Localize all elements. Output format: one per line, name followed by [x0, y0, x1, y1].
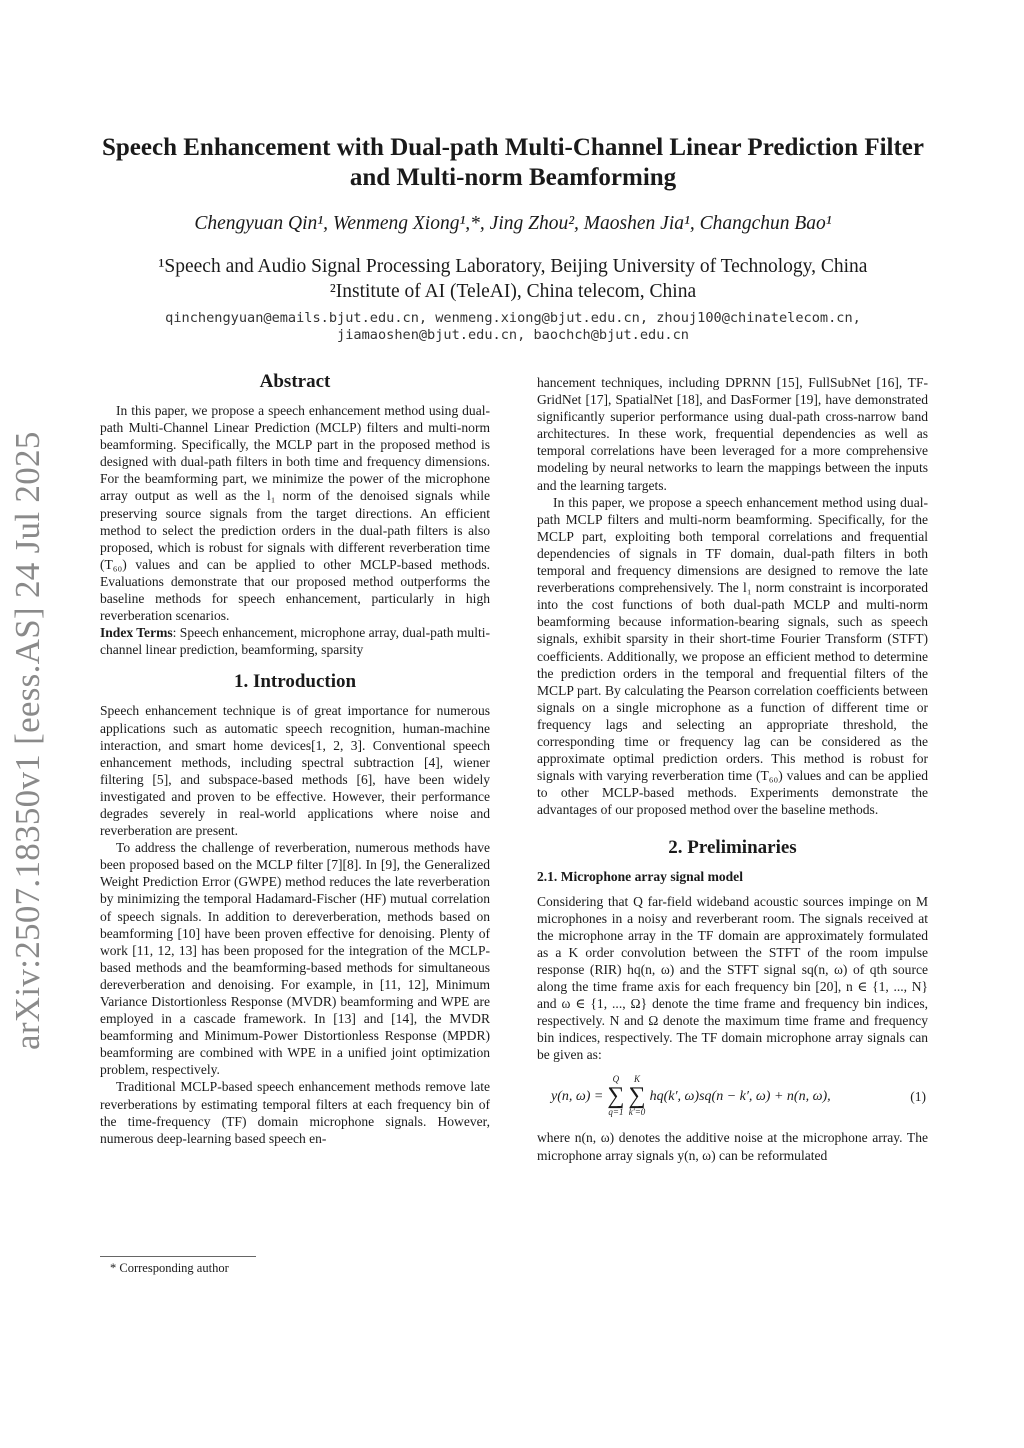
affiliation-1: ¹Speech and Audio Signal Processing Laboratory, Beijing University of Technology, China: [158, 256, 868, 277]
email-line-1: qinchengyuan@emails.bjut.edu.cn, wenmeng.xiong@bjut.edu.cn, zhouj100@chinatelecom.cn,: [165, 310, 861, 326]
abstract-section: [100, 402, 490, 658]
abstract-text: In this paper, we propose a speech enhancement method using dual-path Multi-Channel Linear Prediction (MCLP) filters and multi-norm beamforming. Specifically, the MCLP part in the proposed method is designed with dual-path filters in both time and frequency dimensions. For the beamforming part, we minimize the power of the microphone array output as well as the l₁ norm of the denoised signals while preserving source signals from the target directions. An efficient method to select the prediction orders in the dual-path filters is also proposed, which is robust for signals with different reverberation time (T₆₀) values and can be applied to other MCLP-based methods. Evaluations demonstrate that our proposed method outperforms the baseline methods for speech enhancement, particularly in high reverberation scenarios.: [100, 403, 490, 624]
equation-lhs: y(n, ω) =: [551, 1088, 604, 1104]
email-block: [100, 310, 926, 344]
equation-number: (1): [910, 1088, 926, 1104]
sum-k-top: K: [634, 1074, 641, 1085]
left-column: [100, 370, 490, 1147]
affiliation-2: ²Institute of AI (TeleAI), China telecom, China: [329, 281, 697, 302]
index-terms-label: Index Terms: [100, 625, 173, 641]
prelim-heading: 2. Preliminaries: [668, 837, 797, 859]
intro-paragraph-1: Speech enhancement technique is of great importance for numerous applications such as automatic speech recognition, human-machine interaction, and smart home devices[1, 2, 3]. Conventional speech enhancement methods, including spectral subtraction [4], wiener filtering [5], and subspace-based methods [6], have been widely investigated and proven to be effective. However, their performance degrades severely in real-world applications where noise and reverberation are present.: [100, 703, 490, 839]
sum-q-top: Q: [612, 1074, 620, 1085]
author-list: Chengyuan Qin¹, Wenmeng Xiong¹,*, Jing Zhou², Maoshen Jia¹, Changchun Bao¹: [194, 213, 832, 234]
paper-title: Speech Enhancement with Dual-path Multi-Channel Linear Prediction Filter and Multi-norm Beamforming: [102, 134, 924, 191]
intro-paragraph-3: Traditional MCLP-based speech enhancement methods remove late reverberations by estimating temporal filters at each frequency bin of the time-frequency (TF) domain microphone signals. However, numerous deep-learning based speech en-: [100, 1079, 490, 1146]
right-paragraph-2: In this paper, we propose a speech enhancement method using dual-path MCLP filters and multi-norm beamforming. Specifically, for the MCLP part, exploiting both temporal correlations and frequential dependencies of signals in TF domain, dual-path filters in both temporal and frequency dimensions are designed to remove the late reverberations comprehensively. The l₁ norm constraint is incorporated into the cost functions of both dual-path MCLP and multi-norm beamforming because information-bearing signals, such as speech signals, exhibit sparsity in their short-time Fourier Transform (STFT) coefficients. Additionally, we propose an efficient method to determine the prediction orders in the temporal and frequential filters of the MCLP part. By calculating the Pearson correlation coefficients between signals on a single microphone as a function of different time or frequency lags and selecting an appropriate threshold, the corresponding time or frequency lag can be considered as the approximate optimal prediction orders. This method is robust for signals with varying reverberation time (T₆₀) values and can be applied to other MCLP-based methods. Experiments demonstrate the advantages of our proposed method over the baseline methods.: [537, 494, 928, 818]
sum-symbol-k: [628, 1075, 645, 1117]
arxiv-identifier: arXiv:2507.18350v1 [eess.AS] 24 Jul 2025: [8, 431, 47, 1050]
intro-paragraph-2: To address the challenge of reverberation, numerous methods have been proposed based on the MCLP filter [7][8]. In [9], the Generalized Weight Prediction Error (GWPE) method reduces the late reverberation by minimizing the temporal Hadamard-Fischer (HF) mutual correlation of speech signals. In addition to dereverberation, methods based on beamforming [10] have been proven effective for denoising. Plenty of work [11, 12, 13] has been proposed for the integration of the MCLP-based methods and the beamforming-based methods for simultaneous dereverberation and denoising. For example, in [11, 12], Minimum Variance Distortionless Response (MVDR) beamforming and WPE are employed in a cascade framework. In [13] and [14], the MVDR beamforming and Minimum-Power Distortionless Response (MPDR) beamforming are combined with WPE in a unified joint optimization problem, respectively.: [100, 840, 490, 1078]
sigma-glyph: ∑: [628, 1083, 646, 1110]
email-line-2: jiamaoshen@bjut.edu.cn, baochch@bjut.edu.cn: [337, 327, 689, 343]
footnote: * Corresponding author: [110, 1261, 229, 1275]
footnote-divider: [100, 1256, 256, 1257]
prelim-paragraph-1: Considering that Q far-field wideband acoustic sources impinge on M microphones in a noisy and reverberant room. The signals received at the microphone array in the TF domain are approximately formulated as a K order convolution between the STFT of the room impulse response (RIR) hq(n, ω) and the STFT signal sq(n, ω) of qth source along the time frame axis for each frequency bin [20], n ∈ {1, ..., N} and ω ∈ {1, ..., Ω} denote the time frame and frequency bin indices, respectively. N and Ω denote the maximum time frame and frequency bin indices, respectively. The TF domain microphone array signals can be given as:: [537, 893, 928, 1063]
equation-body: [551, 1075, 831, 1117]
abstract-heading: Abstract: [259, 371, 331, 392]
sigma-glyph: ∑: [607, 1083, 625, 1110]
index-terms-text: : Speech enhancement, microphone array, dual-path multi-channel linear prediction, beamforming, sparsity: [100, 625, 491, 658]
intro-heading: 1. Introduction: [233, 671, 357, 693]
equation-term: hq(k′, ω)sq(n − k′, ω) + n(n, ω),: [649, 1088, 831, 1104]
sum-k-bottom: k′=0: [628, 1107, 646, 1118]
subsection-heading: 2.1. Microphone array signal model: [537, 869, 743, 885]
prelim-paragraph-2: where n(n, ω) denotes the additive noise at the microphone array. The microphone array signals y(n, ω) can be reformulated: [537, 1130, 928, 1163]
index-terms: [100, 624, 490, 658]
right-column: [537, 374, 928, 1164]
sum-q-bottom: q=1: [608, 1107, 624, 1118]
sum-symbol-q: [607, 1075, 624, 1117]
right-paragraph-1: hancement techniques, including DPRNN [15], FullSubNet [16], TF-GridNet [17], SpatialNet [18], and DasFormer [19], have demonstrated significantly superior performance using dual-path cross-narrow band architectures. In these work, frequential dependencies as well as temporal correlations have been leveraged for a more comprehensive modeling by neural networks to learn the mappings between the inputs and the learning targets.: [537, 375, 928, 493]
equation-1: [537, 1075, 928, 1117]
